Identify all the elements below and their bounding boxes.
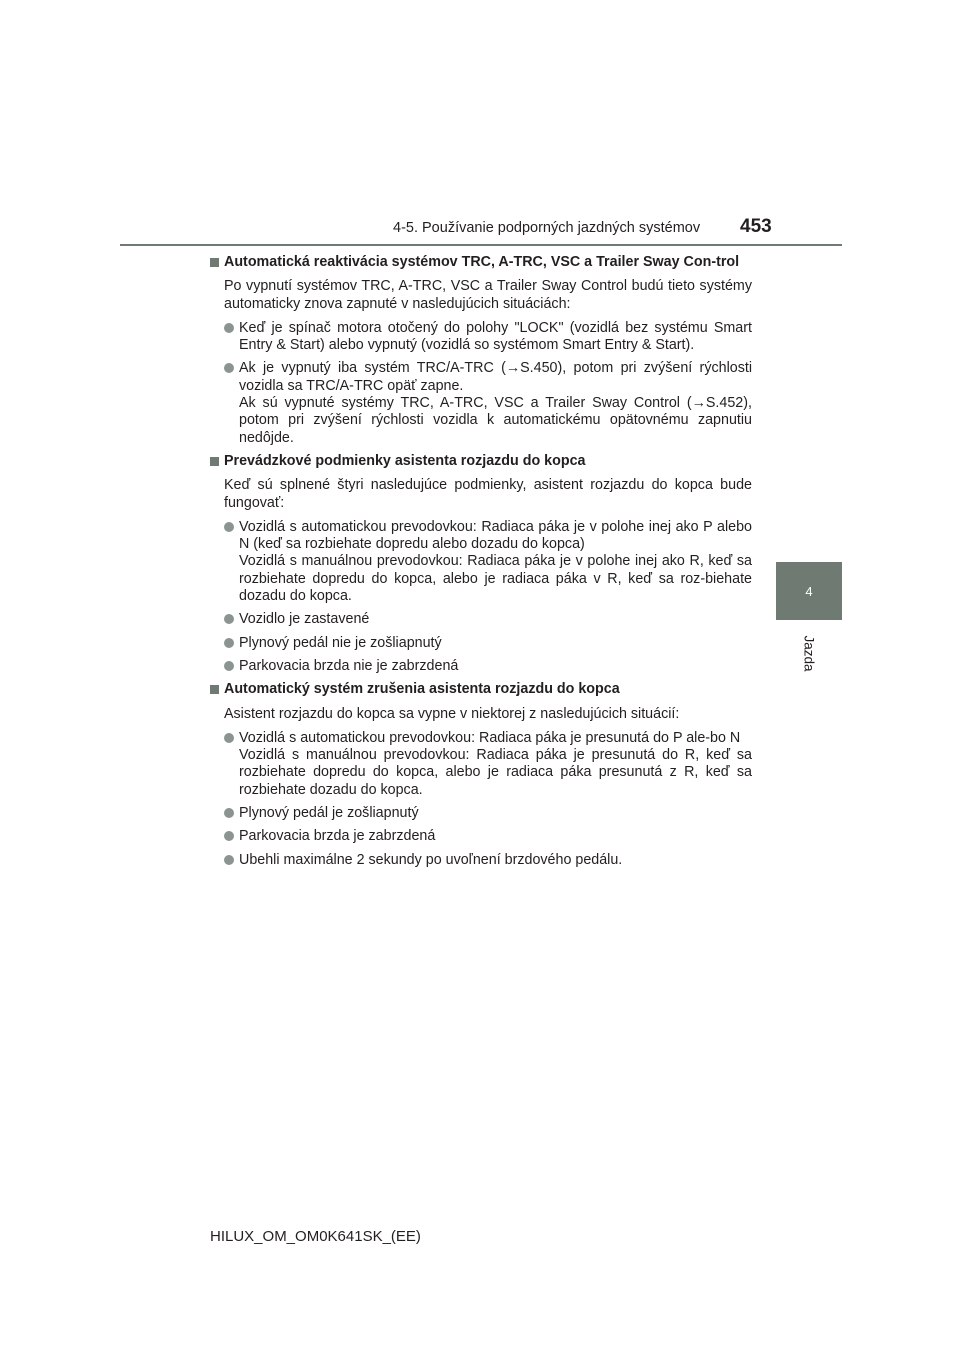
page-content [210, 254, 752, 875]
list-item [210, 611, 752, 628]
chapter-label-text: Jazda [801, 634, 817, 672]
chapter-label [776, 628, 842, 678]
list-item-text: Vozidlá s manuálnou prevodovkou: Radiaca páka je presunutá do R, keď sa rozbiehate dopredu do kopca, alebo je radiaca páka presunutá z R, keď sa rozbiehate dozadu do kopca. [239, 747, 752, 798]
header-section-title: 4-5. Používanie podporných jazdných systémov [393, 220, 701, 236]
list-item [210, 828, 752, 845]
header-divider [120, 244, 842, 246]
list-item-text: Vozidlá s automatickou prevodovkou: Radiaca páka je presunutá do P ale-bo N [239, 729, 741, 746]
list-item [210, 635, 752, 652]
list-item [210, 805, 752, 822]
list-item-text: Ak je vypnutý iba systém TRC/A-TRC (→S.450), potom pri zvýšení rýchlosti vozidla sa TRC/A-TRC opäť zapne. [239, 360, 752, 394]
list-item-text: Plynový pedál nie je zošliapnutý [239, 634, 442, 651]
list-item-text: Vozidlá s automatickou prevodovkou: Radiaca páka je v polohe inej ako P alebo N (keď sa rozbiehate dopredu alebo dozadu do kopca) [239, 518, 752, 553]
page-number: 453 [740, 216, 772, 237]
list-item [210, 519, 752, 605]
list-item-text: Ubehli maximálne 2 sekundy po uvoľnení brzdového pedálu. [239, 851, 623, 868]
section-auto-reactivation [210, 254, 752, 447]
list-item-text: Plynový pedál je zošliapnutý [239, 805, 419, 822]
section-intro: Po vypnutí systémov TRC, A-TRC, VSC a Trailer Sway Control budú tieto systémy automaticky znova zapnuté v nasledujúcich situáciách: [224, 278, 752, 312]
section-hill-start-conditions [210, 453, 752, 675]
section-intro: Asistent rozjazdu do kopca sa vypne v niektorej z nasledujúcich situácií: [224, 705, 680, 722]
list-item-text: Parkovacia brzda nie je zabrzdená [239, 657, 459, 674]
section-title: Automatický systém zrušenia asistenta rozjazdu do kopca [210, 681, 752, 698]
chapter-number: 4 [805, 583, 813, 599]
section-title: Automatická reaktivácia systémov TRC, A-TRC, VSC a Trailer Sway Con-trol [210, 254, 752, 271]
list-item [210, 320, 752, 355]
list-item-text: Parkovacia brzda je zabrzdená [239, 828, 436, 845]
list-item [210, 658, 752, 675]
section-hill-start-cancel [210, 681, 752, 869]
list-item [210, 730, 752, 799]
list-item [210, 360, 752, 446]
section-intro: Keď sú splnené štyri nasledujúce podmienky, asistent rozjazdu do kopca bude fungovať: [224, 477, 752, 511]
list-item-text: Keď je spínač motora otočený do polohy "LOCK" (vozidlá bez systému Smart Entry & Start) alebo vypnutý (vozidlá so systémom Smart Entry & Start). [239, 319, 752, 354]
chapter-tab [776, 562, 842, 620]
list-item-text: Ak sú vypnuté systémy TRC, A-TRC, VSC a Trailer Sway Control (→S.452), potom pri zvýšení rýchlosti vozidla k automatickému opätovnému zapnutiu nedôjde. [239, 395, 752, 446]
list-item-text: Vozidlo je zastavené [239, 611, 370, 628]
footer-document-code: HILUX_OM_OM0K641SK_(EE) [210, 1228, 421, 1245]
list-item [210, 852, 752, 869]
list-item-text: Vozidlá s manuálnou prevodovkou: Radiaca páka je v polohe inej ako R, keď sa rozbiehate dopredu do kopca, alebo je radiaca páka v R, keď sa roz-biehate dozadu do kopca. [239, 553, 752, 605]
section-title: Prevádzkové podmienky asistenta rozjazdu do kopca [210, 453, 752, 470]
